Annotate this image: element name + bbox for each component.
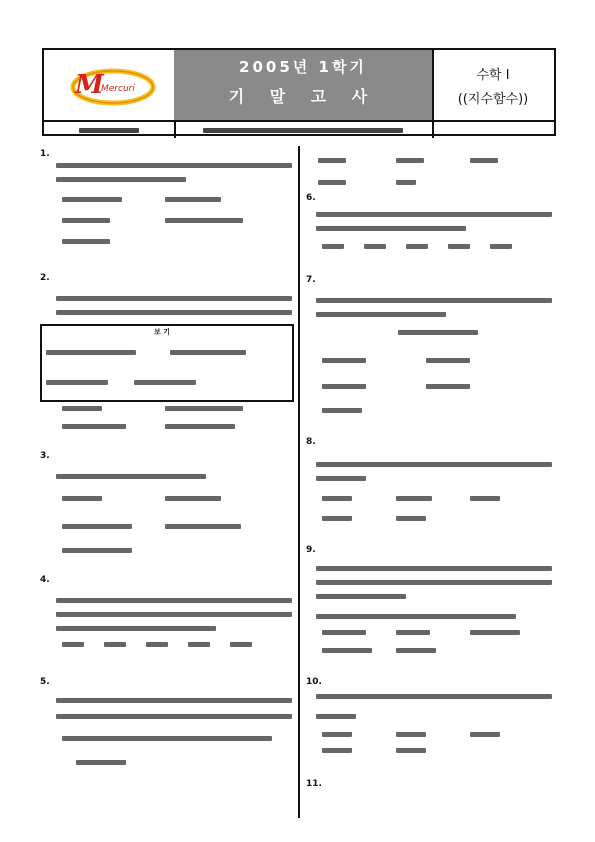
- prev-q-choice: [396, 180, 416, 185]
- prev-q-choice: [470, 158, 498, 163]
- bogi-label: 보 기: [154, 328, 170, 336]
- q4-choice: [104, 642, 126, 647]
- prev-q-choice: [318, 180, 346, 185]
- q6-text-line: [316, 226, 466, 231]
- question-1: 1.: [40, 149, 50, 159]
- exam-info-cell: [174, 122, 434, 138]
- question-4: 4.: [40, 575, 50, 585]
- q6-choice: [448, 244, 470, 249]
- q1-choice: [165, 218, 243, 223]
- q7-choice: [322, 384, 366, 389]
- q7-choice: [426, 384, 470, 389]
- bogi-item: [46, 350, 136, 355]
- question-9: 9.: [306, 545, 316, 555]
- q3-choice: [165, 496, 221, 501]
- q2-choice: [62, 424, 126, 429]
- q9-text-line: [316, 614, 516, 619]
- q6-choice: [322, 244, 344, 249]
- q7-text-line: [316, 298, 552, 303]
- q1-choice: [62, 197, 122, 202]
- q5-text-line: [56, 698, 292, 703]
- question-3: 3.: [40, 451, 50, 461]
- q2-text-line: [56, 296, 292, 301]
- q7-text-line: [398, 330, 478, 335]
- q8-choice: [322, 516, 352, 521]
- q1-choice: [165, 197, 221, 202]
- q8-choice: [396, 516, 426, 521]
- q8-text-line: [316, 476, 366, 481]
- q9-choice: [396, 630, 430, 635]
- q9-choice: [322, 630, 366, 635]
- publisher-cell: [44, 122, 176, 138]
- bogi-item: [170, 350, 246, 355]
- svg-text:M: M: [75, 70, 104, 100]
- q10-text-line: [316, 694, 552, 699]
- question-6: 6.: [306, 193, 316, 203]
- q4-choice: [62, 642, 84, 647]
- q7-choice: [322, 358, 366, 363]
- q2-choice: [165, 424, 235, 429]
- exam-term: 2005년 1학기: [239, 58, 367, 76]
- q1-choice: [62, 239, 110, 244]
- q7-text-line: [316, 312, 446, 317]
- title-cell: [174, 50, 434, 120]
- q10-text-line: [316, 714, 356, 719]
- q3-choice: [62, 496, 102, 501]
- q8-choice: [470, 496, 500, 501]
- bogi-box: [40, 324, 294, 402]
- q9-choice: [322, 648, 372, 653]
- q10-choice: [322, 732, 352, 737]
- mercuri-logo: [61, 63, 157, 107]
- q5-text-line: [62, 736, 272, 741]
- q10-choice: [396, 732, 426, 737]
- q6-choice: [406, 244, 428, 249]
- exam-header: [42, 48, 556, 136]
- q8-text-line: [316, 462, 552, 467]
- q9-text-line: [316, 580, 552, 585]
- q10-choice: [396, 748, 426, 753]
- question-10: 10.: [306, 677, 322, 687]
- q6-text-line: [316, 212, 552, 217]
- q4-choice: [188, 642, 210, 647]
- q4-choice: [146, 642, 168, 647]
- q4-choice: [230, 642, 252, 647]
- q4-text-line: [56, 612, 292, 617]
- q4-text-line: [56, 626, 216, 631]
- q8-choice: [396, 496, 432, 501]
- subject-cell: [432, 50, 554, 120]
- q3-choice: [165, 524, 241, 529]
- q2-choice: [165, 406, 243, 411]
- question-2: 2.: [40, 273, 50, 283]
- q10-choice: [470, 732, 500, 737]
- bogi-item: [134, 380, 196, 385]
- q9-text-line: [316, 566, 552, 571]
- q7-choice: [322, 408, 362, 413]
- q2-text-line: [56, 310, 292, 315]
- bogi-item: [46, 380, 108, 385]
- q3-choice: [62, 524, 132, 529]
- q9-text-line: [316, 594, 406, 599]
- q10-choice: [322, 748, 352, 753]
- q8-choice: [322, 496, 352, 501]
- header-info-row: [44, 120, 554, 138]
- q3-choice: [62, 548, 132, 553]
- q6-choice: [364, 244, 386, 249]
- column-divider: [298, 146, 300, 818]
- prev-q-choice: [318, 158, 346, 163]
- q9-choice: [396, 648, 436, 653]
- question-7: 7.: [306, 275, 316, 285]
- subject-name: 수학 I: [476, 68, 510, 83]
- q6-choice: [490, 244, 512, 249]
- question-8: 8.: [306, 437, 316, 447]
- q5-text-line: [56, 714, 292, 719]
- q1-choice: [62, 218, 110, 223]
- q1-text-line: [56, 177, 186, 182]
- q9-choice: [470, 630, 520, 635]
- q2-choice: [62, 406, 102, 411]
- prev-q-choice: [396, 158, 424, 163]
- subject-topic: ((지수함수)): [457, 92, 529, 107]
- question-5: 5.: [40, 677, 50, 687]
- exam-name: 기 말 고 사: [228, 87, 378, 106]
- logo-cell: [44, 50, 176, 120]
- q4-text-line: [56, 598, 292, 603]
- q7-choice: [426, 358, 470, 363]
- q1-text-line: [56, 163, 292, 168]
- svg-text:Mercuri: Mercuri: [101, 84, 135, 94]
- q3-text-line: [56, 474, 206, 479]
- question-11: 11.: [306, 779, 322, 789]
- q5-text-line: [76, 760, 126, 765]
